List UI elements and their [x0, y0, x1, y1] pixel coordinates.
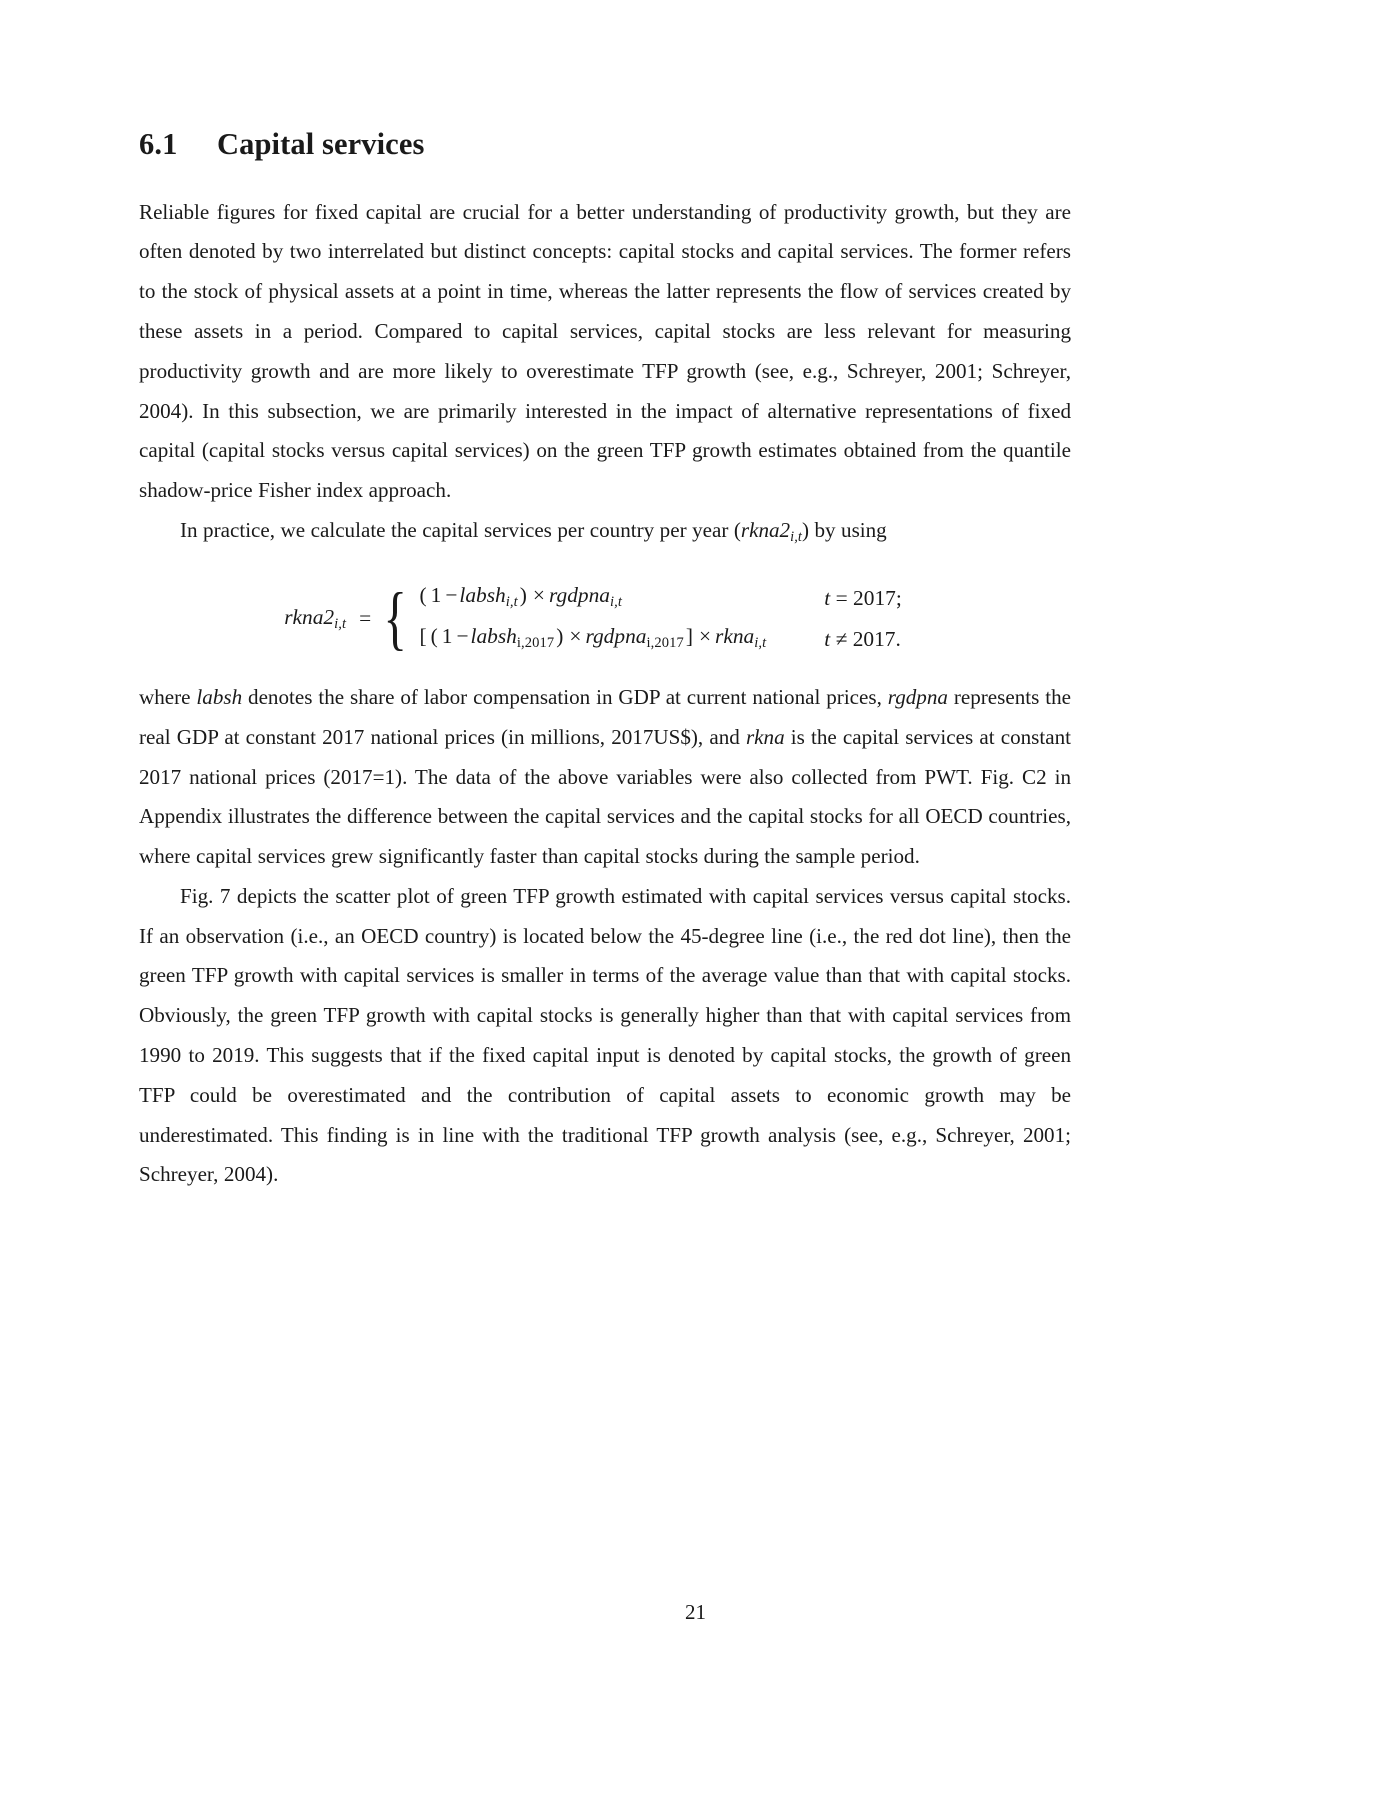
page-content [139, 126, 1071, 1195]
math-term-labsh: labsh [196, 684, 243, 709]
page-number: 21 [685, 1600, 706, 1624]
inline-math-rkna2: $rkna2_{i,t}$ [740, 517, 802, 545]
equation-brace-icon: { [383, 578, 408, 657]
equation-cases [417, 578, 901, 660]
paragraph-fig7-discussion: Fig. 7 depicts the scatter plot of green TFP growth estimated with capital services versus capital stocks. If an observation (i.e., an OECD country) is located below the 45-degree line (i.e., the red dot line), then the green TFP growth with capital services is smaller in terms of the average value than that with capital stocks. Obviously, the green TFP growth with capital stocks is generally higher than that with capital services from 1990 to 2019. This suggests that if the fixed capital input is denoted by capital stocks, the growth of green TFP could be overestimated and the contribution of capital assets to economic growth may be underestimated. This finding is in line with the traditional TFP growth analysis (see, e.g., Schreyer, 2001; Schreyer, 2004). [139, 883, 1071, 1187]
display-equation-rkna2 [139, 578, 1071, 660]
paragraph-where-definitions: where labsh denotes the share of labor compensation in GDP at current national prices, rgdpna represents the real GDP at constant 2017 national prices (in millions, 2017US$), and rkna is the capital services at constant 2017 national prices (2017=1). The data of the above variables were also collected from PWT. Fig. C2 in Appendix illustrates the difference between the capital services and the capital stocks for all OECD countries, where capital services grew significantly faster than capital stocks during the sample period. [139, 684, 1072, 869]
math-term-rkna: rkna [745, 724, 785, 749]
equation-case-row [417, 578, 901, 619]
equation-left-hand-side: $rkna2_{i,t}$ [284, 604, 347, 632]
equation-case-1-condition: t = 2017; [824, 586, 902, 611]
equation-case-2-condition: t ≠ 2017. [824, 627, 901, 652]
section-title: Capital services [217, 127, 425, 161]
equation-equals-sign: = [359, 606, 372, 631]
paragraph-in-practice [139, 511, 1071, 558]
section-number: 6.1 [139, 127, 178, 161]
section-heading [139, 126, 1071, 163]
math-term-rgdpna: rgdpna [887, 684, 948, 709]
equation-case-row [417, 619, 901, 660]
equation-case-2-expression: [ ( 1 −labsh$_{i,2017}$) × rgdpna$_{i,2017}$] × rkna$_{i,t}$ [419, 623, 767, 651]
paragraph-in-practice-lead: In practice, we calculate the capital services per country per year ( [180, 517, 741, 542]
paragraph-intro: Reliable figures for fixed capital are crucial for a better understanding of productivity growth, but they are often denoted by two interrelated but distinct concepts: capital stocks and capital services. The former refers to the stock of physical assets at a point in time, whereas the latter represents the flow of services created by these assets in a period. Compared to capital services, capital stocks are less relevant for measuring productivity growth and are more likely to overestimate TFP growth (see, e.g., Schreyer, 2001; Schreyer, 2004). In this subsection, we are primarily interested in the impact of alternative representations of fixed capital (capital stocks versus capital services) on the green TFP growth estimates obtained from the quantile shadow-price Fisher index approach. [139, 199, 1071, 503]
equation-case-1-expression: ( 1 −labsh$_{i,t}$) × rgdpna$_{i,t}$ [419, 582, 623, 610]
paragraph-in-practice-tail: ) by using [801, 517, 887, 542]
